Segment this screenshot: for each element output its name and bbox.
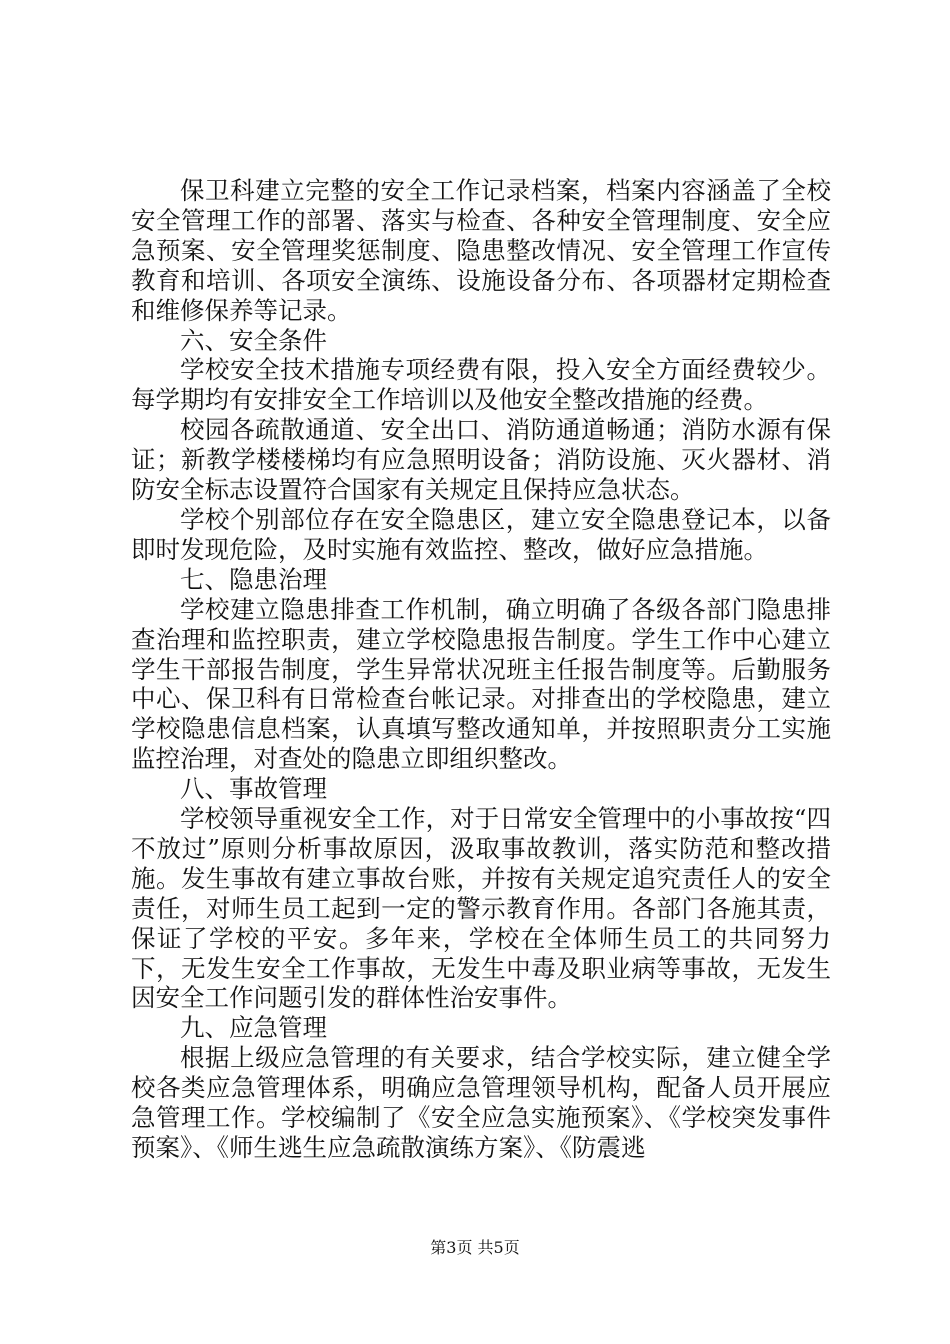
paragraph-evacuation-facilities: 校园各疏散通道、安全出口、消防通道畅通；消防水源有保证；新教学楼楼梯均有应急照明设备；消防设施、灭火器材、消防安全标志设置符合国家有关规定且保持应急状态。: [131, 415, 831, 505]
paragraph-accident-handling: 学校领导重视安全工作，对于日常安全管理中的小事故按“四不放过”原则分析事故原因，汲取事故教训，落实防范和整改措施。发生事故有建立事故台账，并按有关规定追究责任人的安全责任，对师生员工起到一定的警示教育作用。各部门各施其责，保证了学校的平安。多年来，学校在全体师生员工的共同努力下，无发生安全工作事故，无发生中毒及职业病等事故，无发生因安全工作问题引发的群体性治安事件。: [131, 804, 831, 1013]
document-body: [131, 176, 831, 1163]
paragraph-hazard-registry: 学校个别部位存在安全隐患区，建立安全隐患登记本，以备即时发现危险，及时实施有效监控、整改，做好应急措施。: [131, 504, 831, 564]
section-heading-accident-management: 八、事故管理: [180, 774, 327, 804]
page-number-footer: 第3页 共5页: [430, 1238, 520, 1257]
paragraph-safety-funding: 学校安全技术措施专项经费有限，投入安全方面经费较少。每学期均有安排安全工作培训以及他安全整改措施的经费。: [131, 355, 831, 415]
paragraph-hazard-mechanism: 学校建立隐患排查工作机制，确立明确了各级各部门隐患排查治理和监控职责，建立学校隐患报告制度。学生工作中心建立学生干部报告制度，学生异常状况班主任报告制度等。后勤服务中心、保卫科有日常检查台帐记录。对排查出的学校隐患，建立学校隐患信息档案，认真填写整改通知单，并按照职责分工实施监控治理，对查处的隐患立即组织整改。: [131, 594, 831, 774]
paragraph-security-records: 保卫科建立完整的安全工作记录档案，档案内容涵盖了全校安全管理工作的部署、落实与检查、各种安全管理制度、安全应急预案、安全管理奖惩制度、隐患整改情况、安全管理工作宣传教育和培训、各项安全演练、设施设备分布、各项器材定期检查和维修保养等记录。: [131, 176, 831, 325]
section-heading-safety-conditions: 六、安全条件: [180, 325, 327, 355]
section-heading-emergency-management: 九、应急管理: [180, 1013, 327, 1043]
paragraph-emergency-system: 根据上级应急管理的有关要求，结合学校实际，建立健全学校各类应急管理体系，明确应急管理领导机构，配备人员开展应急管理工作。学校编制了《安全应急实施预案》、《学校突发事件预案》、《师生逃生应急疏散演练方案》、《防震逃: [131, 1043, 831, 1162]
section-heading-hazard-governance: 七、隐患治理: [180, 564, 327, 594]
